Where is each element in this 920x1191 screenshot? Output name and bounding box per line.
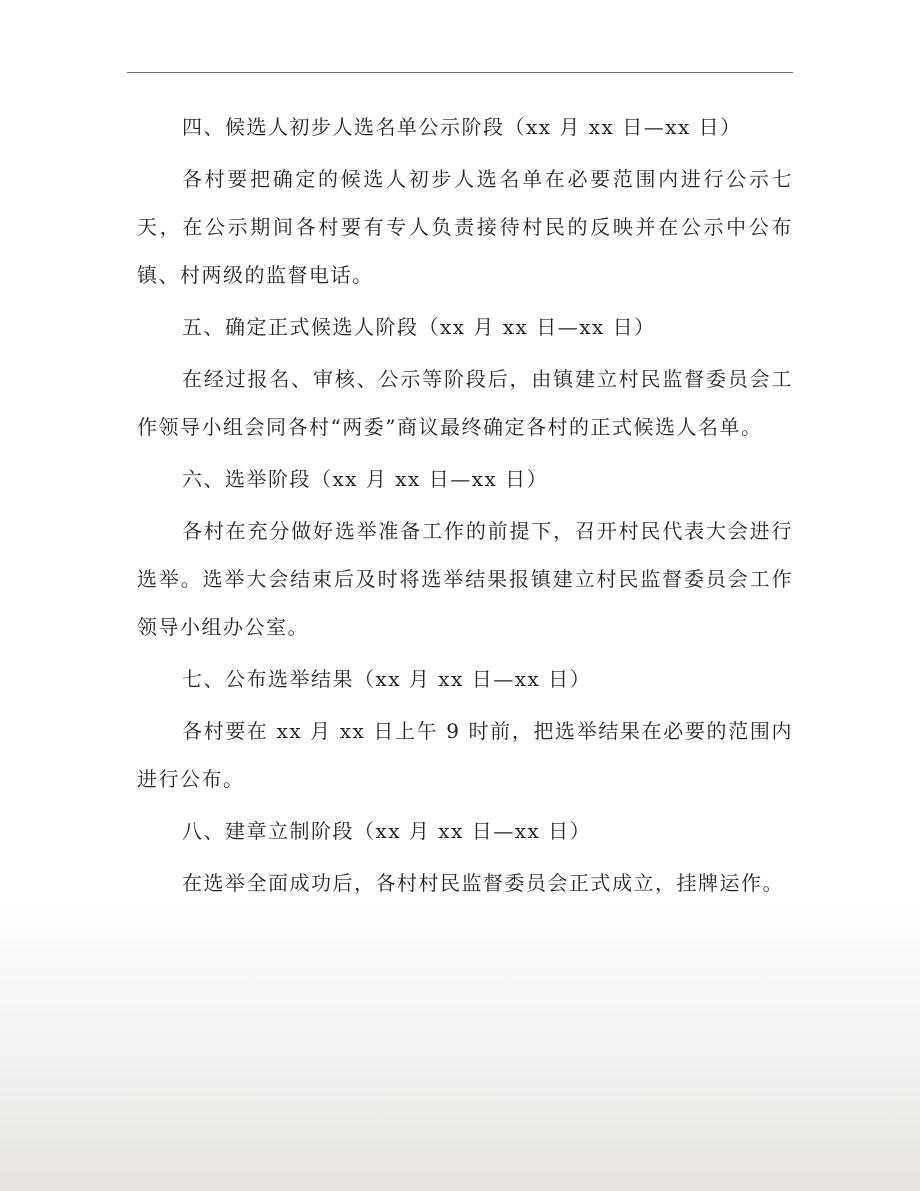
section-body-7: 各村要在 xx 月 xx 日上午 9 时前，把选举结果在必要的范围内进行公布。: [137, 719, 793, 791]
section-heading-7: 七、公布选举结果（xx 月 xx 日—xx 日）: [182, 667, 592, 691]
section-heading-5: 五、确定正式候选人阶段（xx 月 xx 日—xx 日）: [182, 315, 656, 339]
section-body-5: 在经过报名、审核、公示等阶段后，由镇建立村民监督委员会工作领导小组会同各村“两委”商议最终确定各村的正式候选人名单。: [137, 367, 793, 439]
section-heading-4: 四、候选人初步人选名单公示阶段（xx 月 xx 日—xx 日）: [182, 115, 742, 139]
document-body: [137, 103, 793, 911]
page-shadow: [0, 901, 920, 1191]
header-rule: [127, 72, 793, 73]
section-heading-6: 六、选举阶段（xx 月 xx 日—xx 日）: [182, 467, 549, 491]
section-body-4: 各村要把确定的候选人初步人选名单在必要范围内进行公示七天，在公示期间各村要有专人负责接待村民的反映并在公示中公布镇、村两级的监督电话。: [137, 167, 793, 287]
section-body-8: 在选举全面成功后，各村村民监督委员会正式成立，挂牌运作。: [182, 871, 784, 895]
section-heading-8: 八、建章立制阶段（xx 月 xx 日—xx 日）: [182, 819, 592, 843]
section-body-6: 各村在充分做好选举准备工作的前提下，召开村民代表大会进行选举。选举大会结束后及时将选举结果报镇建立村民监督委员会工作领导小组办公室。: [137, 519, 793, 639]
